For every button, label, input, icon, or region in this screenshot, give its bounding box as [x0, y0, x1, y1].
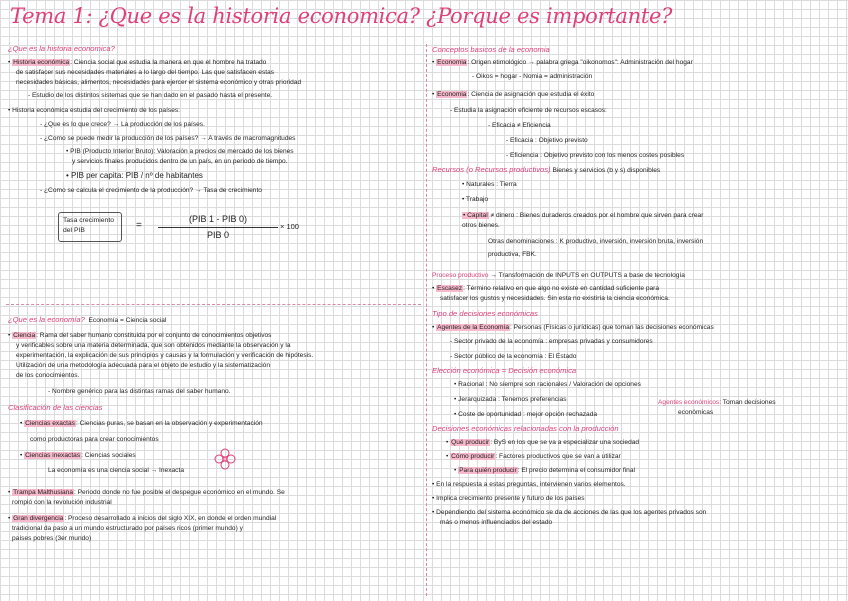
note-text: : Rama del saber humano constituida por el conjunto de conocimientos objetivos	[36, 332, 272, 339]
note-line: • Gran divergencia: Proceso desarrollado a inicios del siglo XIX, en donde el orden mundial	[8, 515, 277, 522]
heading-text: Recursos (o Recursos productivos)	[432, 165, 551, 174]
note-line: - Estudia la asignación eficiente de recursos escasos:	[450, 107, 607, 114]
note-line: • PIB per capita: PIB / nº de habitantes	[66, 171, 203, 180]
note-text: : Ciencia social que estudia la manera en que el hombre ha tratado	[70, 59, 267, 66]
note-line: • En la respuesta a estas preguntas, intervienen varios elementos.	[432, 481, 626, 488]
section-heading-eleccion: Elección económica = Decisión económica	[432, 366, 577, 375]
note-line: otros bienes.	[462, 222, 500, 229]
note-line: • Cómo producir: Factores productivos que se van a utilizar	[446, 453, 621, 460]
note-text: : Ciencias sociales	[81, 452, 136, 459]
note-line: • Naturales : Tierra	[462, 181, 517, 188]
heading-text: ¿Que es la economía?	[8, 315, 85, 324]
note-line: - Oikos = hogar - Nomia = administración	[472, 73, 593, 80]
note-line: - Eficacia ≠ Eficiencia	[488, 122, 551, 129]
note-line: • Ciencias exactas: Ciencias puras, se basan en la observación y experimentación	[20, 420, 263, 427]
note-line: - Eficacia : Objetivo previsto	[506, 137, 588, 144]
note-text: : El precio determina el consumidor final	[517, 467, 635, 474]
note-text: : Origen etimológico → palabra griega "oikonomos": Administración del hogar	[467, 59, 693, 66]
note-text: ≠ dinero : Bienes duraderos creados por el hombre que sirven para crear	[490, 212, 704, 219]
note-line: • Agentes de la Economía: Personas (Físicas o jurídicas) que toman las decisiones económicas	[432, 324, 714, 331]
note-line: - ¿Como se calcula el crecimiento de la producción? → Tasa de crecimiento	[40, 187, 262, 194]
note-text: : Ciencias puras, se basan en la observación y experimentación	[75, 420, 263, 427]
term-agentes-economia: Agentes de la Economía	[437, 324, 509, 331]
note-text: : Personas (Físicas o jurídicas) que toman las decisiones económicas	[510, 324, 714, 331]
formula-denominator: PIB 0	[206, 230, 229, 240]
note-line: Otras denominaciones : K productivo, inversión, inversión bruta, inversión	[488, 238, 704, 245]
growth-formula	[58, 210, 420, 250]
note-text: : Término relativo en que algo no existe en cantidad suficiente para	[463, 285, 660, 292]
term-capital: • Capital	[463, 212, 488, 219]
note-text: : Ciencia de asignación que estudia el éxito	[467, 91, 595, 98]
note-line: - Estudio de los distintos sistemas que se han dado en el pasado hasta el presente.	[28, 92, 273, 99]
note-line: • Dependiendo del sistema económico se da de acciones de las que los agentes privados son	[432, 509, 707, 516]
formula-fraction-bar	[158, 227, 278, 228]
formula-numerator: (PIB 1 - PIB 0)	[188, 214, 248, 224]
side-note	[658, 398, 776, 408]
note-line: y servicios finales producidos dentro de un país, en un periodo de tiempo.	[72, 158, 288, 165]
note-line: • Ciencia: Rama del saber humano constituida por el conjunto de conocimientos objetivos	[8, 332, 272, 339]
note-line: • Historia económica estudia del crecimiento de los países:	[8, 107, 180, 114]
note-line: países pobres (3er mundo)	[12, 535, 92, 542]
note-line: • Escasez: Término relativo en que algo no existe en cantidad suficiente para	[432, 285, 660, 292]
term-agentes-economicos: Agentes económicos	[658, 399, 720, 406]
note-line: de satisfacer sus necesidades materiales a lo largo del tiempo. Las que satisfacen estas	[16, 69, 275, 76]
note-line: satisfacer los gustos y necesidades. Sin esta no existiría la ciencia económica.	[440, 295, 670, 302]
note-line: • Economia: Origen etimológico → palabra griega "oikonomos": Administración del hogar	[432, 59, 693, 66]
note-line: - Sector público de la economía : El Estado	[450, 353, 577, 360]
note-line: rompió con la revolución industrial	[12, 499, 112, 506]
note-line: productiva, FBK.	[488, 251, 537, 258]
note-line: tradicional da paso a un mundo estructurado por países ricos (primer mundo) y	[12, 525, 243, 532]
section-heading-produccion: Decisiones económicas relacionadas con la producción	[432, 424, 619, 433]
note-line: - Nombre genérico para las distintas ramas del saber humano.	[48, 388, 231, 395]
section-heading-recursos	[432, 165, 660, 176]
note-line: • Coste de oportunidad : mejor opción rechazada	[454, 411, 598, 418]
flower-doodle-icon	[214, 448, 236, 470]
note-line: • PIB (Producto Interior Bruto): Valoración a precios de mercado de los bienes	[66, 148, 294, 155]
note-text: → Transformación de INPUTS en OUTPUTS a base de tecnología	[490, 272, 685, 279]
note-line: • Trabajo	[462, 196, 489, 203]
note-line: • Ciencias inexactas: Ciencias sociales	[20, 452, 136, 459]
heading-note: Bienes y servicios (b y s) disponibles	[552, 167, 661, 174]
note-text: : ByS en los que se va a especializar una sociedad	[490, 439, 640, 446]
note-text: : Factores productivos que se van a utilizar	[495, 453, 621, 460]
formula-label: del PIB	[63, 227, 85, 234]
term-trampa-malthusiana: Trampa Malthusiana	[13, 489, 73, 496]
term-como-producir: Cómo producir	[451, 453, 495, 460]
heading-note: Economía = Ciencia social	[88, 317, 167, 324]
note-line: más o menos influenciados del estado	[440, 519, 553, 526]
note-line: necesidades básicas, alimentos, necesidades para ejercer el sistema económico y otras prioridad	[16, 79, 302, 86]
section-heading-economia	[8, 315, 166, 326]
term-historia-economica: Historia económica	[13, 59, 70, 66]
note-line: - Eficiencia : Objetivo previsto con los menos costes posibles	[506, 152, 685, 159]
note-line: de los conocimientos.	[16, 372, 80, 379]
note-line: La economía es una ciencia social → Inexacta	[48, 467, 184, 474]
formula-label-box	[58, 212, 122, 242]
note-line: experimentación, la explicación de sus principios y causas y la formulación y verificación de hipótesis.	[16, 352, 314, 359]
note-line: • Trampa Malthusiana: Periodo donde no fue posible el despegue económico en el mundo. Se	[8, 489, 285, 496]
formula-multiplier: × 100	[280, 222, 299, 231]
section-divider	[6, 304, 421, 305]
term-ciencias-inexactas: Ciencias inexactas	[25, 452, 81, 459]
note-line: Utilización de una metodología adecuada para el objeto de estudio y la sistematización	[16, 362, 271, 369]
term-gran-divergencia: Gran divergencia	[13, 515, 64, 522]
note-line: • Economia: Ciencia de asignación que estudia el éxito	[432, 91, 595, 98]
section-heading-decisiones: Tipo de decisiones económicas	[432, 309, 538, 318]
column-divider	[426, 44, 427, 596]
term-economia: Economia	[437, 59, 467, 66]
note-text: : Periodo donde no fue posible el despegue económico en el mundo. Se	[74, 489, 285, 496]
note-line: - ¿Como se puede medir la producción de los países? → A través de macromagnitudes	[40, 135, 296, 142]
note-line: • Historia económica: Ciencia social que estudia la manera en que el hombre ha tratado	[8, 59, 267, 66]
term-que-producir: Qué producir	[451, 439, 490, 446]
section-heading-conceptos: Conceptos basicos de la economia	[432, 45, 550, 54]
note-line: • Implica crecimiento presente y futuro de los países	[432, 495, 585, 502]
note-line: • Para quién producir: El precio determina el consumidor final	[454, 467, 635, 474]
page-title: Tema 1: ¿Que es la historia economica? ¿Porque es importante?	[10, 4, 673, 28]
note-line	[462, 211, 703, 221]
note-line: - ¿Que es lo que crece? → La producción de los países.	[40, 121, 205, 128]
term-escasez: Escasez	[437, 285, 463, 292]
term-proceso-productivo: Proceso productivo	[432, 272, 489, 279]
section-heading-historia: ¿Que es la historia economica?	[8, 44, 115, 53]
term-para-quien-producir: Para quién producir	[459, 467, 517, 474]
term-ciencia: Ciencia	[13, 332, 36, 339]
note-line: y verificables sobre una materia determinada, que son obtenidos mediante la observación y la	[16, 342, 291, 349]
note-text: : Proceso desarrollado a inicios del siglo XIX, en donde el orden mundial	[64, 515, 277, 522]
note-line: - Sector privado de la economía : empresas privadas y consumidores	[450, 338, 653, 345]
note-line: • Jerarquizada : Tenemos preferencias	[454, 396, 567, 403]
note-line: • Qué producir: ByS en los que se va a especializar una sociedad	[446, 439, 640, 446]
note-line: como productoras para crear conocimientos	[30, 436, 159, 443]
formula-label: Tasa crecimiento	[63, 217, 114, 224]
side-note: económicas	[678, 409, 714, 416]
note-line: • Racional : No siempre son racionales / Valoración de opciones	[454, 381, 641, 388]
term-economia: Economia	[437, 91, 467, 98]
note-text: : Toman decisiones	[719, 399, 776, 406]
section-heading-clasificacion: Clasificación de las ciencias	[8, 403, 103, 412]
note-line	[432, 271, 685, 281]
formula-equals: =	[136, 220, 142, 231]
term-ciencias-exactas: Ciencias exactas	[25, 420, 75, 427]
